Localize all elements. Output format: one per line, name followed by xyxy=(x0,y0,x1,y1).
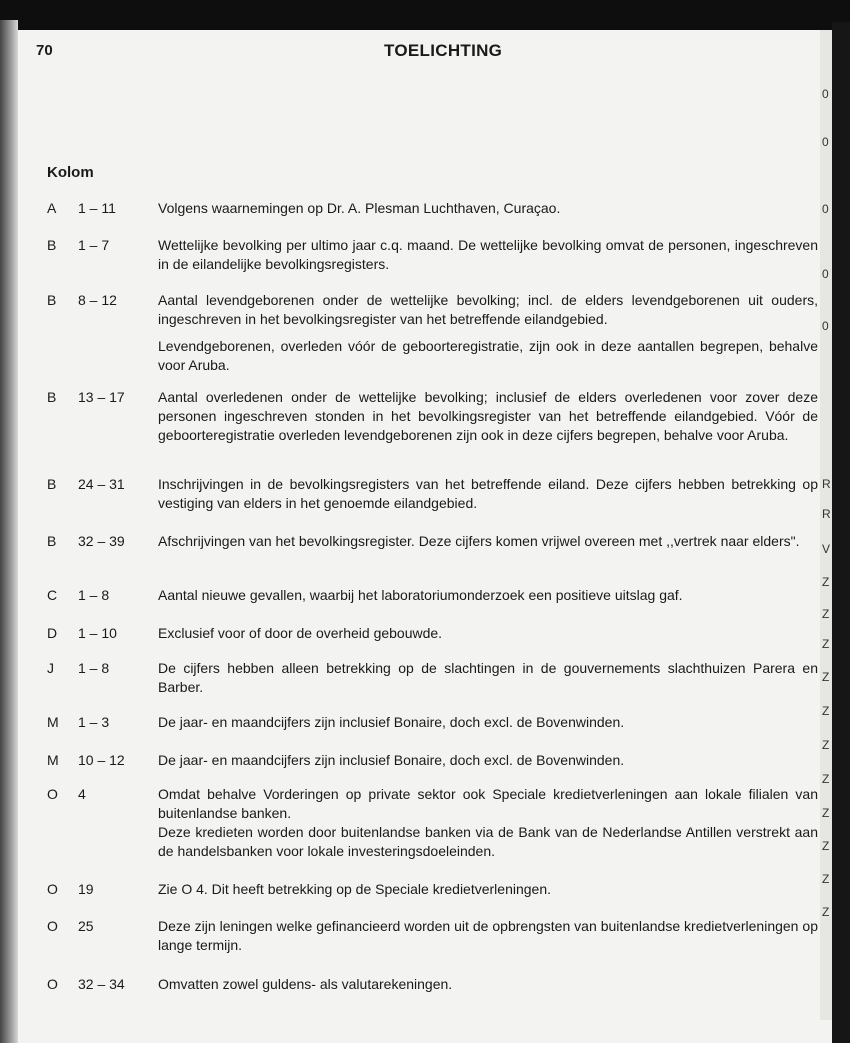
column-range: 4 xyxy=(78,786,86,802)
margin-letter: R xyxy=(822,507,831,521)
margin-letter: Z xyxy=(822,575,830,589)
note-paragraph: De jaar- en maandcijfers zijn inclusief Bonaire, doch excl. de Bovenwinden. xyxy=(158,714,625,730)
column-letter: M xyxy=(47,714,59,730)
column-range: 1 – 8 xyxy=(78,587,110,603)
margin-letter: 0 xyxy=(822,267,829,281)
note-text xyxy=(158,291,818,383)
margin-letter: Z xyxy=(822,806,830,820)
column-range: 1 – 11 xyxy=(78,200,116,216)
margin-letter: Z xyxy=(822,670,830,684)
margin-letter: Z xyxy=(822,872,830,886)
column-range: 32 – 34 xyxy=(78,976,125,992)
column-range: 8 – 12 xyxy=(78,292,117,308)
note-text xyxy=(158,975,818,1002)
column-range: 10 – 12 xyxy=(78,752,125,768)
margin-letter: Z xyxy=(822,839,830,853)
column-letter: B xyxy=(47,292,57,308)
margin-letter: Z xyxy=(822,772,830,786)
note-paragraph: Deze zijn leningen welke gefinancieerd worden uit de opbrengsten van buitenlandse kredietverleningen op lange termijn. xyxy=(158,918,818,953)
note-paragraph: Wettelijke bevolking per ultimo jaar c.q. maand. De wettelijke bevolking omvat de personen, ingeschreven in de eilandelijke bevolkingsregisters. xyxy=(158,237,818,272)
column-letter: J xyxy=(47,660,54,676)
column-letter: B xyxy=(47,389,57,405)
note-paragraph: Exclusief voor of door de overheid gebouwde. xyxy=(158,625,443,641)
note-text xyxy=(158,532,818,559)
column-letter: D xyxy=(47,625,58,641)
note-text xyxy=(158,388,818,453)
margin-letter: Z xyxy=(822,704,830,718)
column-letter: B xyxy=(47,476,57,492)
note-paragraph: Volgens waarnemingen op Dr. A. Plesman Luchthaven, Curaçao. xyxy=(158,200,561,216)
note-paragraph: Zie O 4. Dit heeft betrekking op de Speciale kredietverleningen. xyxy=(158,881,552,897)
margin-letter: 0 xyxy=(822,202,829,216)
column-letter: B xyxy=(47,237,57,253)
column-letter: C xyxy=(47,587,58,603)
note-text xyxy=(158,475,818,521)
margin-letter: Z xyxy=(822,637,830,651)
note-text xyxy=(158,785,818,869)
note-text xyxy=(158,659,818,705)
note-paragraph: Afschrijvingen van het bevolkingsregister. Deze cijfers komen vrijwel overeen met ,,vertrek naar elders". xyxy=(158,533,800,549)
note-paragraph: De jaar- en maandcijfers zijn inclusief Bonaire, doch excl. de Bovenwinden. xyxy=(158,752,625,768)
scan-top-border xyxy=(0,0,850,30)
note-paragraph: Aantal overledenen onder de wettelijke bevolking; inclusief de elders overledenen voor zover deze personen ingeschreven stonden in het bevolkingsregister van het betreffende eilandgebied. Vóór de geboorteregistratie overleden levendgeborenen zijn ook in deze cijfers begrepen, behalve voor Aruba. xyxy=(158,389,818,443)
note-text xyxy=(158,624,818,651)
margin-letter: Z xyxy=(822,905,830,919)
column-range: 13 – 17 xyxy=(78,389,125,405)
note-paragraph: De cijfers hebben alleen betrekking op de slachtingen in de gouvernements slachthuizen Parera en Barber. xyxy=(158,660,818,695)
note-paragraph: Inschrijvingen in de bevolkingsregisters van het betreffende eiland. Deze cijfers hebben betrekking op vestiging van elders in het genoemde eilandgebied. xyxy=(158,476,818,511)
note-paragraph: Levendgeborenen, overleden vóór de geboorteregistratie, zijn ook in deze aantallen begrepen, behalve voor Aruba. xyxy=(158,338,818,373)
page-title: TOELICHTING xyxy=(384,41,503,60)
note-paragraph: Aantal levendgeborenen onder de wettelijke bevolking; incl. de elders levendgeborenen uit ouders, ingeschreven in het bevolkingsregister van het betreffende eilandgebied. xyxy=(158,292,818,327)
note-text xyxy=(158,586,818,613)
note-text xyxy=(158,236,818,282)
note-paragraph: Omdat behalve Vorderingen op private sektor ook Speciale kredietverleningen aan lokale filialen van buitenlandse banken. Deze kredieten worden door buitenlandse banken via de Bank van de Nederlandse Antillen verstrekt aan de handelsbanken voor lokale investeringsdoeleinden. xyxy=(158,786,818,859)
margin-letter: Z xyxy=(822,607,830,621)
note-text xyxy=(158,917,818,963)
note-text xyxy=(158,713,818,740)
column-letter: B xyxy=(47,533,57,549)
column-letter: M xyxy=(47,752,59,768)
column-range: 25 xyxy=(78,918,94,934)
column-letter: A xyxy=(47,200,57,216)
column-range: 1 – 3 xyxy=(78,714,110,730)
note-text xyxy=(158,199,818,226)
column-letter: O xyxy=(47,786,58,802)
margin-letter: V xyxy=(822,542,831,556)
scan-right-border xyxy=(832,22,850,1043)
note-paragraph: Aantal nieuwe gevallen, waarbij het laboratoriumonderzoek een positieve uitslag gaf. xyxy=(158,587,683,603)
book-binding-edge xyxy=(0,20,18,1043)
column-letter: O xyxy=(47,881,58,897)
column-range: 24 – 31 xyxy=(78,476,125,492)
column-heading: Kolom xyxy=(47,164,94,181)
margin-letter: 0 xyxy=(822,135,829,149)
column-range: 1 – 10 xyxy=(78,625,117,641)
column-letter: O xyxy=(47,976,58,992)
margin-letter: R xyxy=(822,477,831,491)
column-range: 19 xyxy=(78,881,94,897)
note-text xyxy=(158,880,818,907)
column-range: 32 – 39 xyxy=(78,533,125,549)
page-number: 70 xyxy=(36,42,53,59)
column-range: 1 – 7 xyxy=(78,237,110,253)
note-paragraph: Omvatten zowel guldens- als valutarekeningen. xyxy=(158,976,453,992)
column-letter: O xyxy=(47,918,58,934)
margin-letter: Z xyxy=(822,738,830,752)
margin-letter: 0 xyxy=(822,319,829,333)
margin-letter: 0 xyxy=(822,87,829,101)
column-range: 1 – 8 xyxy=(78,660,110,676)
note-text xyxy=(158,751,818,778)
